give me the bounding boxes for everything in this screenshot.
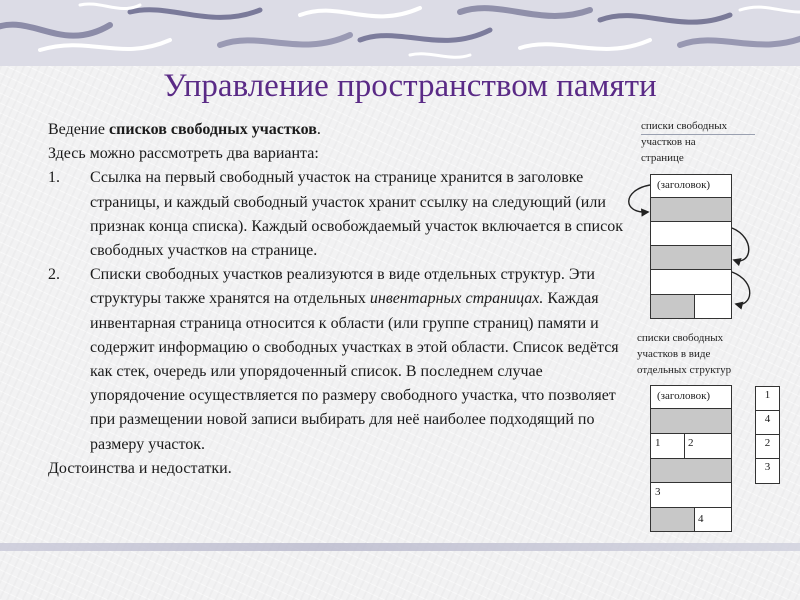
caption-line: списки свободных xyxy=(641,120,728,132)
page-header-cell: (заголовок) xyxy=(657,179,711,191)
slide-body xyxy=(48,118,628,481)
slot-cell-3: 3 xyxy=(655,486,661,498)
used-slot-cell xyxy=(651,222,731,246)
slot-cell-1: 1 xyxy=(655,437,661,449)
list-item-1 xyxy=(48,166,628,263)
closing-line: Достоинства и недостатки. xyxy=(48,459,232,477)
caption-line: участков в виде xyxy=(637,348,711,360)
variants-line: Здесь можно рассмотреть два варианта: xyxy=(48,145,319,163)
diagram1-page-block xyxy=(650,174,732,319)
stack-entry: 2 xyxy=(764,437,771,449)
used-slot-cell xyxy=(651,270,731,295)
slide-title: Управление пространством памяти xyxy=(163,68,657,104)
caption-line: отдельных структур xyxy=(637,364,732,376)
bottom-decorative-strip xyxy=(0,543,800,551)
diagram2-caption xyxy=(637,330,731,378)
stack-entry: 1 xyxy=(764,389,771,401)
stack-entry: 4 xyxy=(764,413,771,425)
free-slot-cell xyxy=(651,295,694,318)
diagram2-page-block xyxy=(650,385,732,532)
caption-line: участков на xyxy=(641,136,696,148)
intro-suffix: . xyxy=(316,121,321,138)
list-item-text: Ссылка на первый свободный участок на странице хранится в заголовке страницы, и каждый свободный участок хранит ссылку на следующий (или признак конца списка). Каждый освобождаемый участок включается в список свободных участков на странице. xyxy=(90,169,623,260)
diagram1-caption xyxy=(641,118,727,166)
free-slot-cell xyxy=(651,198,731,222)
caption-line: странице xyxy=(641,152,684,164)
intro-bold: списков свободных участков xyxy=(109,121,317,138)
intro-line xyxy=(48,118,628,142)
list-number: 2. xyxy=(48,266,60,284)
slot-cell-4: 4 xyxy=(698,513,704,525)
free-slot-cell xyxy=(651,246,731,270)
caption-divider xyxy=(641,134,755,135)
slot-cell-2: 2 xyxy=(688,437,694,449)
list-item-italic: инвентарных страницах. xyxy=(369,290,544,308)
decorative-banner xyxy=(0,0,800,66)
intro-prefix: Ведение xyxy=(48,121,110,138)
stack-entry: 3 xyxy=(764,461,771,473)
free-slot-cell xyxy=(651,459,731,483)
page-header-cell: (заголовок) xyxy=(657,390,711,402)
free-slot-cell xyxy=(651,409,731,433)
list-item-2 xyxy=(48,263,628,457)
list-item-text: Списки свободных участков реализуются в виде отдельных структур. Эти структуры также хранятся на отдельных xyxy=(90,266,595,308)
list-number: 1. xyxy=(48,169,60,187)
caption-line: списки свободных xyxy=(637,332,724,344)
free-slot-cell xyxy=(651,507,694,531)
list-item-text-cont: Каждая инвентарная страница относится к области (или группе страниц) памяти и содержит информацию о свободных участках в этой области. Список ведётся как стек, очередь или упорядоченный список. В последнем случае упорядочение осуществляется по размеру свободного участка, что позволяет при размещении новой записи выбирать для неё наиболее подходящий по размеру участок. xyxy=(90,290,619,453)
free-list-stack xyxy=(755,386,780,484)
